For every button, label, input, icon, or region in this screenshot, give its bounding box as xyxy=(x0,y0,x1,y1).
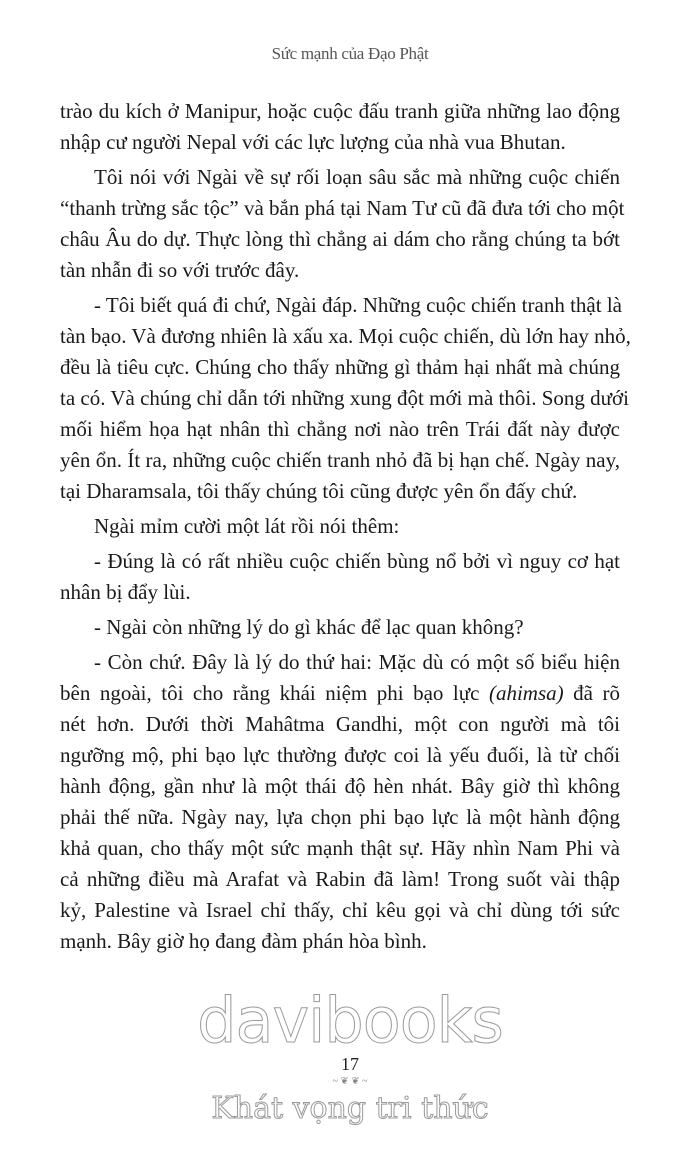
page-number: 17 xyxy=(341,1054,359,1074)
text-line: “thanh trừng sắc tộc” và bắn phá tại Nam Tư cũ đã đưa tới cho một xyxy=(60,196,625,220)
paragraph xyxy=(60,612,620,643)
text-line: tàn bạo. Và đương nhiên là xấu xa. Mọi cuộc chiến, dù lớn hay nhỏ, xyxy=(60,324,631,348)
paragraph xyxy=(60,647,620,957)
paragraph xyxy=(60,96,620,158)
text-line: tại Dharamsala, tôi thấy chúng tôi cũng được yên ổn đấy chứ. xyxy=(60,479,578,503)
text-line: Tôi nói với Ngài về sự rối loạn sâu sắc mà những cuộc chiến xyxy=(94,165,620,189)
text-line: - Đúng là có rất nhiều cuộc chiến bùng nổ bởi vì nguy cơ hạt xyxy=(94,549,620,573)
text-line: khả quan, cho thấy một sức mạnh thật sự. Hãy nhìn Nam Phi và xyxy=(60,836,620,860)
text-line: mạnh. Bây giờ họ đang đàm phán hòa bình. xyxy=(60,929,427,953)
paragraph xyxy=(60,511,620,542)
paragraph xyxy=(60,290,631,507)
text-line: nhập cư người Nepal với các lực lượng của nhà vua Bhutan. xyxy=(60,130,566,154)
running-title: Sức mạnh của Đạo Phật xyxy=(271,44,429,63)
text-line: trào du kích ở Manipur, hoặc cuộc đấu tranh giữa những lao động xyxy=(60,99,620,123)
text-line: mối hiểm họa hạt nhân thì chẳng nơi nào trên Trái đất này được xyxy=(60,417,620,441)
text-line: nét hơn. Dưới thời Mahâtma Gandhi, một con người mà tôi xyxy=(60,712,620,736)
text-line: phải thế nữa. Ngày nay, lựa chọn phi bạo lực là một hành động xyxy=(60,805,620,829)
text-line: - Tôi biết quá đi chứ, Ngài đáp. Những cuộc chiến tranh thật là xyxy=(94,293,622,317)
text-line: cả những điều mà Arafat và Rabin đã làm! Trong suốt vài thập xyxy=(60,867,620,891)
text-line: - Còn chứ. Đây là lý do thứ hai: Mặc dù có một số biểu hiện xyxy=(94,650,620,674)
text-line: ta có. Và chúng chỉ dẫn tới những xung đột mới mà thôi. Song dưới xyxy=(60,386,629,410)
paragraph xyxy=(60,162,625,286)
text-line: đều là tiêu cực. Chúng cho thấy những gì thảm hại nhất mà chúng xyxy=(60,355,620,379)
text-line: ngưỡng mộ, phi bạo lực thường được coi là yếu đuối, là từ chối xyxy=(60,743,620,767)
text-line: tàn nhẫn đi so với trước đây. xyxy=(60,258,300,282)
text-line: Ngài mỉm cười một lát rồi nói thêm: xyxy=(94,514,400,538)
watermark-logo: davibooks xyxy=(197,984,503,1057)
text-line: nhân bị đẩy lùi. xyxy=(60,580,191,604)
text-line: yên ổn. Ít ra, những cuộc chiến tranh nhỏ đã bị hạn chế. Ngày nay, xyxy=(60,448,620,472)
text-line: kỷ, Palestine và Israel chỉ thấy, chỉ kêu gọi và chỉ dùng tới sức xyxy=(60,898,620,922)
watermark-tagline: Khát vọng tri thức xyxy=(211,1091,489,1126)
text-line: - Ngài còn những lý do gì khác để lạc quan không? xyxy=(94,615,524,639)
body-text xyxy=(60,96,631,961)
text-line: châu Âu do dự. Thực lòng thì chẳng ai dám cho rằng chúng ta bớt xyxy=(60,227,620,251)
text-line: hành động, gần như là một thái độ hèn nhát. Bây giờ thì không xyxy=(60,774,620,798)
text-line: bên ngoài, tôi cho rằng khái niệm phi bạo lực (ahimsa) đã rõ xyxy=(60,681,620,705)
paragraph xyxy=(60,546,620,608)
ornament-icon: ~ ❦ ❦ ~ xyxy=(332,1076,368,1087)
